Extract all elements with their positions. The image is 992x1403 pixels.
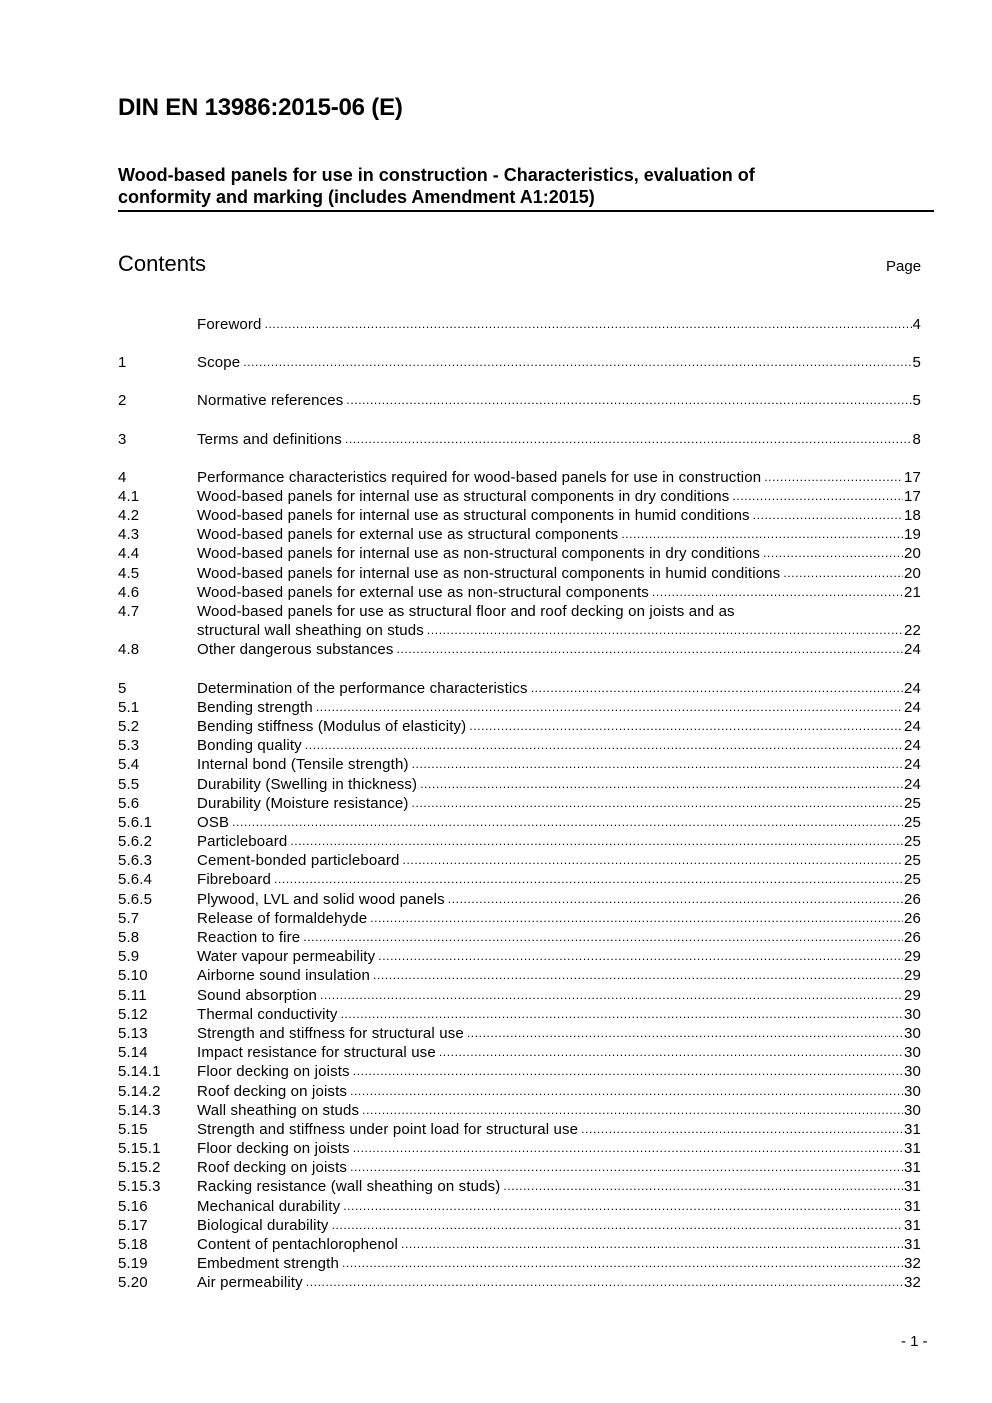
toc-entry-number: 5.9 xyxy=(118,948,140,966)
toc-entry-title: Water vapour permeability xyxy=(197,948,376,966)
toc-dot-leader xyxy=(753,506,903,525)
toc-entry-number: 4.6 xyxy=(118,583,140,601)
toc-entry-title: Floor decking on joists xyxy=(197,1063,350,1081)
toc-entry-title: Release of formaldehyde xyxy=(197,909,368,927)
toc-entry-title: Wood-based panels for internal use as structural components in dry conditions xyxy=(197,487,730,505)
toc-entry-title: Roof decking on joists xyxy=(197,1082,348,1100)
toc-entry-title: Determination of the performance characteristics xyxy=(197,679,528,697)
toc-entry-number: 5.8 xyxy=(118,929,140,947)
toc-entry-title: Particleboard xyxy=(197,833,288,851)
toc-entry[interactable] xyxy=(118,717,921,736)
toc-entry-title: Wood-based panels for internal use as non-structural components in dry conditions xyxy=(197,545,761,563)
toc-entry-title: Terms and definitions xyxy=(197,430,342,448)
toc-entry-number: 5.19 xyxy=(118,1255,148,1273)
toc-entry-page: 30 xyxy=(904,1063,921,1081)
toc-dot-leader xyxy=(764,468,903,487)
toc-entry[interactable] xyxy=(118,928,921,947)
toc-entry-title: Normative references xyxy=(197,392,344,410)
toc-entry[interactable] xyxy=(118,545,921,564)
toc-entry-number: 5.14.3 xyxy=(118,1101,161,1119)
toc-entry[interactable] xyxy=(118,1062,921,1081)
toc-entry-page: 31 xyxy=(904,1159,921,1177)
toc-entry-number: 4.7 xyxy=(118,603,140,621)
toc-entry[interactable] xyxy=(118,391,921,410)
toc-entry-page: 31 xyxy=(904,1216,921,1234)
toc-entry[interactable] xyxy=(118,947,921,966)
toc-entry-number: 4.5 xyxy=(118,564,140,582)
toc-entry-number: 5.13 xyxy=(118,1024,148,1042)
toc-entry-page: 24 xyxy=(904,698,921,716)
toc-entry[interactable] xyxy=(118,640,921,659)
toc-entry-number: 5.10 xyxy=(118,967,148,985)
toc-entry[interactable] xyxy=(118,1235,921,1254)
toc-entry[interactable] xyxy=(118,1139,921,1158)
toc-entry-number: 5.15 xyxy=(118,1120,148,1138)
toc-entry-title: Wall sheathing on studs xyxy=(197,1101,360,1119)
toc-dot-leader xyxy=(306,1273,903,1292)
toc-entry-page: 8 xyxy=(912,430,921,448)
toc-dot-leader xyxy=(343,1197,903,1216)
toc-entry[interactable] xyxy=(118,755,921,774)
toc-entry[interactable] xyxy=(118,736,921,755)
toc-entry-title: Strength and stiffness under point load for structural use xyxy=(197,1120,579,1138)
toc-entry-title: OSB xyxy=(197,813,230,831)
toc-entry[interactable] xyxy=(118,698,921,717)
toc-entry-title: Racking resistance (wall sheathing on studs) xyxy=(197,1178,501,1196)
subtitle-line-2: conformity and marking (includes Amendment A1:2015) xyxy=(118,187,595,207)
toc-dot-leader xyxy=(412,794,903,813)
document-subtitle xyxy=(118,164,858,208)
toc-entry-page: 21 xyxy=(904,583,921,601)
contents-heading: Contents xyxy=(118,251,207,276)
table-of-contents xyxy=(118,315,921,1293)
toc-entry[interactable] xyxy=(118,1178,921,1197)
toc-dot-leader xyxy=(350,1158,903,1177)
toc-entry-page: 32 xyxy=(904,1274,921,1292)
toc-entry-number: 5.20 xyxy=(118,1274,148,1292)
toc-entry-page: 5 xyxy=(912,354,921,372)
toc-entry-number: 5.15.3 xyxy=(118,1178,161,1196)
toc-entry[interactable] xyxy=(118,794,921,813)
toc-dot-leader xyxy=(469,717,903,736)
toc-entry-title: Plywood, LVL and solid wood panels xyxy=(197,890,445,908)
toc-entry-page: 20 xyxy=(904,545,921,563)
toc-dot-leader xyxy=(341,1005,903,1024)
toc-entry[interactable] xyxy=(118,564,921,583)
toc-entry[interactable] xyxy=(118,909,921,928)
toc-dot-leader xyxy=(427,621,903,640)
toc-entry-page: 31 xyxy=(904,1236,921,1254)
toc-entry-title: Scope xyxy=(197,354,241,372)
toc-entry-title: Durability (Moisture resistance) xyxy=(197,794,409,812)
toc-entry-number: 3 xyxy=(118,430,127,448)
page-number: - 1 - xyxy=(901,1333,928,1350)
toc-dot-leader xyxy=(274,870,903,889)
toc-entry-title: Performance characteristics required for wood-based panels for use in construction xyxy=(197,468,762,486)
toc-entry-title: structural wall sheathing on studs xyxy=(197,622,424,640)
toc-dot-leader xyxy=(303,928,903,947)
toc-entry-page: 25 xyxy=(904,852,921,870)
toc-entry[interactable] xyxy=(118,1024,921,1043)
toc-entry-page: 4 xyxy=(912,315,921,333)
toc-entry-page: 24 xyxy=(904,641,921,659)
toc-entry[interactable] xyxy=(118,525,921,544)
toc-entry[interactable] xyxy=(118,1158,921,1177)
toc-entry-number: 5.12 xyxy=(118,1005,148,1023)
toc-dot-leader xyxy=(353,1062,903,1081)
toc-dot-leader xyxy=(290,832,903,851)
toc-entry-title: Internal bond (Tensile strength) xyxy=(197,756,409,774)
toc-dot-leader xyxy=(467,1024,903,1043)
toc-dot-leader xyxy=(353,1139,903,1158)
toc-entry-title: Air permeability xyxy=(197,1274,303,1292)
toc-entry-page: 31 xyxy=(904,1140,921,1158)
toc-entry-page: 19 xyxy=(904,526,921,544)
toc-entry-number: 4.1 xyxy=(118,487,140,505)
toc-entry-number: 4.4 xyxy=(118,545,140,563)
toc-entry[interactable] xyxy=(118,315,921,334)
toc-entry-page: 30 xyxy=(904,1005,921,1023)
toc-entry[interactable] xyxy=(118,468,921,487)
toc-entry-number: 5.6 xyxy=(118,794,140,812)
toc-dot-leader xyxy=(243,353,911,372)
toc-entry[interactable] xyxy=(118,1082,921,1101)
toc-entry-page: 30 xyxy=(904,1101,921,1119)
toc-entry-number: 5.14.1 xyxy=(118,1063,161,1081)
toc-entry[interactable] xyxy=(118,1043,921,1062)
toc-entry-page: 31 xyxy=(904,1120,921,1138)
toc-entry-page: 25 xyxy=(904,833,921,851)
toc-entry-title: Wood-based panels for external use as non-structural components xyxy=(197,583,649,601)
toc-entry[interactable] xyxy=(118,890,921,909)
toc-entry-title: Durability (Swelling in thickness) xyxy=(197,775,418,793)
toc-dot-leader xyxy=(397,640,903,659)
toc-entry-page: 17 xyxy=(904,468,921,486)
toc-entry[interactable] xyxy=(118,430,921,449)
toc-dot-leader xyxy=(265,315,912,334)
toc-entry-number: 2 xyxy=(118,392,127,410)
toc-entry-number: 5.6.4 xyxy=(118,871,153,889)
toc-entry[interactable] xyxy=(118,1005,921,1024)
toc-entry-number: 4.8 xyxy=(118,641,140,659)
toc-entry-title: Fibreboard xyxy=(197,871,272,889)
toc-entry-number: 5.11 xyxy=(118,986,147,1004)
toc-entry-page: 18 xyxy=(904,507,921,525)
toc-entry-title: Thermal conductivity xyxy=(197,1005,338,1023)
toc-entry[interactable] xyxy=(118,813,921,832)
toc-entry-number: 5.6.5 xyxy=(118,890,153,908)
toc-dot-leader xyxy=(403,851,903,870)
toc-entry-number: 5.18 xyxy=(118,1236,148,1254)
toc-entry-number: 5.16 xyxy=(118,1197,148,1215)
toc-entry[interactable] xyxy=(118,851,921,870)
toc-entry-title: Bending strength xyxy=(197,698,313,716)
toc-entry-title: Cement-bonded particleboard xyxy=(197,852,400,870)
toc-dot-leader xyxy=(305,736,903,755)
toc-entry[interactable] xyxy=(118,621,921,640)
toc-entry-title: Impact resistance for structural use xyxy=(197,1044,436,1062)
toc-dot-leader xyxy=(332,1216,903,1235)
toc-entry-page: 31 xyxy=(904,1178,921,1196)
toc-entry-page: 30 xyxy=(904,1044,921,1062)
toc-entry-page: 24 xyxy=(904,737,921,755)
toc-dot-leader xyxy=(448,890,903,909)
toc-entry-page: 17 xyxy=(904,487,921,505)
toc-entry[interactable] xyxy=(118,775,921,794)
toc-dot-leader xyxy=(232,813,903,832)
toc-entry-page: 30 xyxy=(904,1082,921,1100)
toc-entry-number: 5.6.1 xyxy=(118,813,153,831)
toc-dot-leader xyxy=(346,391,911,410)
toc-dot-leader xyxy=(783,564,903,583)
toc-entry-title: Strength and stiffness for structural use xyxy=(197,1024,464,1042)
toc-entry[interactable] xyxy=(118,1101,921,1120)
toc-entry-page: 30 xyxy=(904,1024,921,1042)
toc-entry[interactable] xyxy=(118,966,921,985)
toc-entry-page: 29 xyxy=(904,986,921,1004)
toc-entry-title: Biological durability xyxy=(197,1216,329,1234)
toc-dot-leader xyxy=(373,966,903,985)
toc-dot-leader xyxy=(412,755,903,774)
toc-entry[interactable] xyxy=(118,1197,921,1216)
toc-dot-leader xyxy=(621,525,903,544)
toc-entry-number: 5.15.2 xyxy=(118,1159,161,1177)
toc-entry-page: 22 xyxy=(904,622,921,640)
toc-entry-page: 29 xyxy=(904,948,921,966)
toc-entry-number: 5.5 xyxy=(118,775,140,793)
toc-entry[interactable] xyxy=(118,871,921,890)
toc-entry-page: 26 xyxy=(904,909,921,927)
toc-entry[interactable] xyxy=(118,583,921,602)
toc-dot-leader xyxy=(531,679,903,698)
toc-entry-page: 24 xyxy=(904,756,921,774)
toc-entry-number: 5.15.1 xyxy=(118,1140,161,1158)
toc-entry-page: 29 xyxy=(904,967,921,985)
subtitle-line-1: Wood-based panels for use in construction - Characteristics, evaluation of xyxy=(118,165,755,185)
toc-entry-page: 5 xyxy=(912,392,921,410)
toc-entry[interactable] xyxy=(118,353,921,372)
toc-entry-page: 24 xyxy=(904,775,921,793)
toc-entry-page: 26 xyxy=(904,890,921,908)
toc-entry-number: 5.1 xyxy=(118,698,140,716)
toc-entry-title: Roof decking on joists xyxy=(197,1159,348,1177)
toc-entry-number: 1 xyxy=(118,354,127,372)
toc-dot-leader xyxy=(345,430,912,449)
toc-entry-title: Other dangerous substances xyxy=(197,641,394,659)
toc-dot-leader xyxy=(316,698,903,717)
toc-dot-leader xyxy=(503,1177,903,1196)
toc-entry-title: Sound absorption xyxy=(197,986,317,1004)
toc-entry-page: 32 xyxy=(904,1255,921,1273)
toc-entry-title: Floor decking on joists xyxy=(197,1140,350,1158)
toc-dot-leader xyxy=(439,1043,903,1062)
toc-entry-title: Airborne sound insulation xyxy=(197,967,371,985)
toc-entry-title: Embedment strength xyxy=(197,1255,339,1273)
toc-entry-title: Wood-based panels for internal use as non-structural components in humid conditions xyxy=(197,564,781,582)
toc-dot-leader xyxy=(370,909,903,928)
toc-entry-page: 31 xyxy=(904,1197,921,1215)
toc-entry-number: 5.2 xyxy=(118,717,140,735)
toc-entry-title: Bending stiffness (Modulus of elasticity) xyxy=(197,717,467,735)
toc-dot-leader xyxy=(652,583,903,602)
toc-entry-number: 5.7 xyxy=(118,909,140,927)
toc-dot-leader xyxy=(581,1120,903,1139)
toc-entry-title: Bonding quality xyxy=(197,737,302,755)
toc-entry[interactable] xyxy=(118,679,921,698)
toc-entry[interactable] xyxy=(118,832,921,851)
toc-entry-number: 4 xyxy=(118,468,127,486)
toc-entry-page: 25 xyxy=(904,871,921,889)
toc-entry-number: 5.3 xyxy=(118,737,140,755)
toc-entry-number: 5.6.3 xyxy=(118,852,153,870)
toc-entry[interactable] xyxy=(118,1273,921,1292)
toc-entry-page: 25 xyxy=(904,794,921,812)
toc-entry-page: 24 xyxy=(904,717,921,735)
toc-dot-leader xyxy=(732,487,903,506)
toc-dot-leader xyxy=(378,947,903,966)
toc-entry-title: Reaction to fire xyxy=(197,929,301,947)
toc-entry-number: 4.3 xyxy=(118,526,140,544)
toc-entry-title: Wood-based panels for external use as structural components xyxy=(197,526,619,544)
toc-entry-title: Wood-based panels for use as structural floor and roof decking on joists and as xyxy=(197,603,735,621)
toc-entry-number: 5.4 xyxy=(118,756,140,774)
toc-entry-title: Wood-based panels for internal use as structural components in humid conditions xyxy=(197,507,750,525)
toc-entry-number: 5.14 xyxy=(118,1044,148,1062)
toc-entry-page: 26 xyxy=(904,929,921,947)
page-column-label: Page xyxy=(886,258,922,275)
toc-dot-leader xyxy=(350,1082,903,1101)
toc-entry-number: 4.2 xyxy=(118,507,140,525)
toc-entry[interactable] xyxy=(118,1216,921,1235)
toc-dot-leader xyxy=(362,1101,903,1120)
document-title: DIN EN 13986:2015-06 (E) xyxy=(118,94,403,121)
toc-dot-leader xyxy=(320,986,903,1005)
toc-dot-leader xyxy=(401,1235,903,1254)
toc-entry-number: 5 xyxy=(118,679,127,697)
toc-entry-page: 25 xyxy=(904,813,921,831)
toc-entry[interactable] xyxy=(118,487,921,506)
toc-entry-number: 5.17 xyxy=(118,1216,148,1234)
toc-entry[interactable] xyxy=(118,506,921,525)
toc-entry[interactable] xyxy=(118,986,921,1005)
toc-entry-page: 24 xyxy=(904,679,921,697)
toc-entry[interactable] xyxy=(118,1120,921,1139)
toc-entry-title: Foreword xyxy=(197,315,262,333)
toc-entry-number: 5.14.2 xyxy=(118,1082,161,1100)
toc-entry-number: 5.6.2 xyxy=(118,833,153,851)
toc-entry-page: 20 xyxy=(904,564,921,582)
toc-dot-leader xyxy=(763,544,903,563)
toc-entry-title: Mechanical durability xyxy=(197,1197,341,1215)
title-divider xyxy=(118,210,934,212)
toc-entry[interactable] xyxy=(118,1254,921,1273)
toc-entry-title: Content of pentachlorophenol xyxy=(197,1236,399,1254)
toc-entry[interactable] xyxy=(118,602,921,621)
toc-dot-leader xyxy=(420,775,903,794)
toc-dot-leader xyxy=(342,1254,903,1273)
